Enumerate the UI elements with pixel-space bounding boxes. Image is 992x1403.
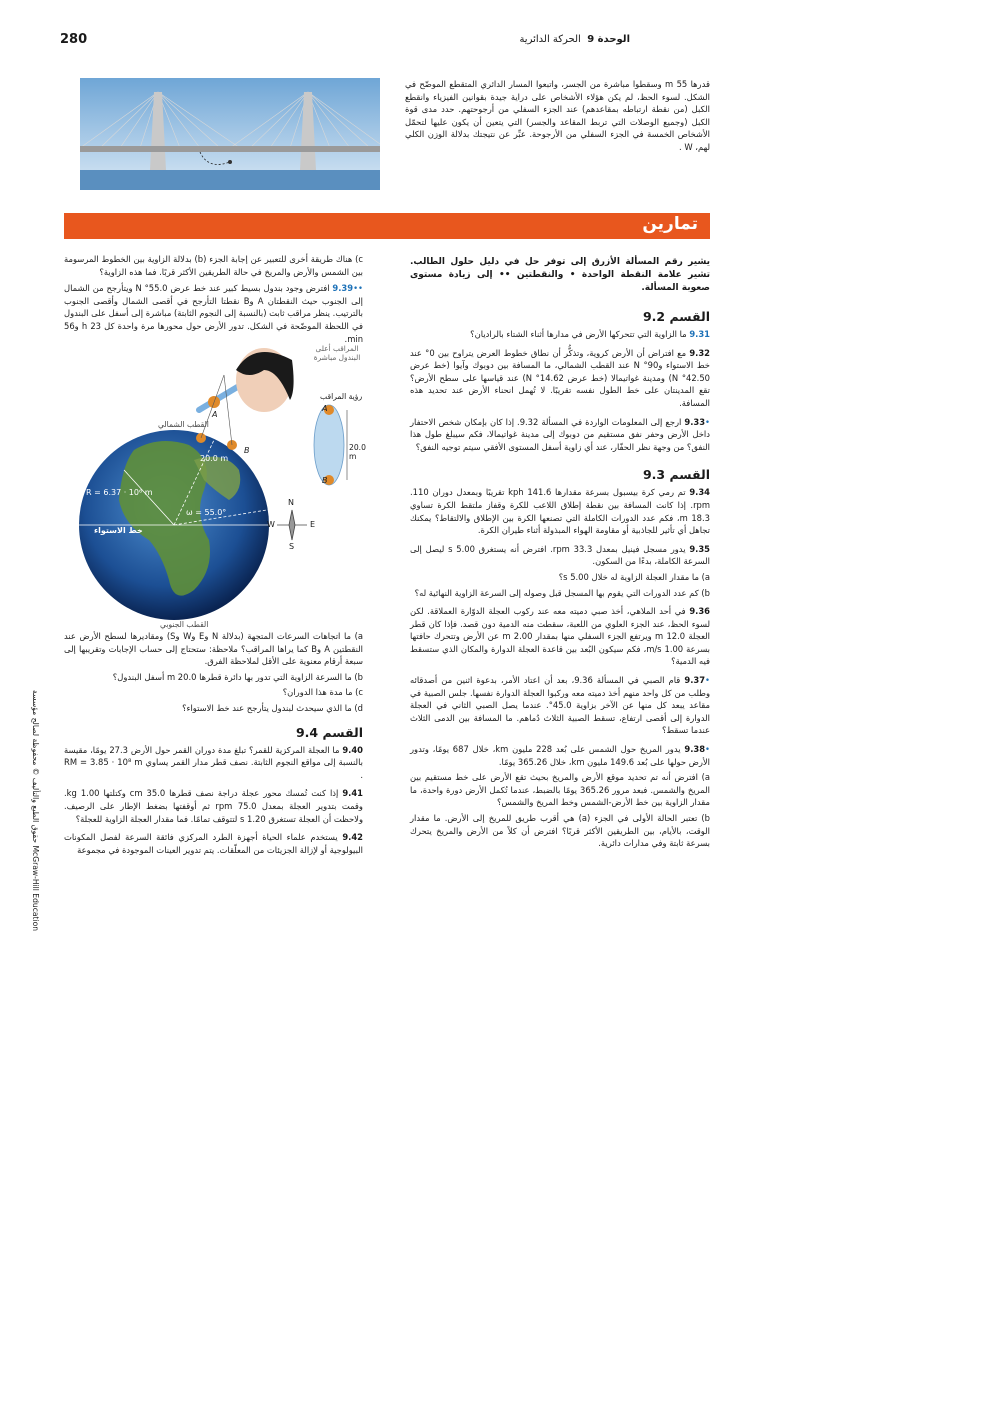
- problem-text: قام الصبي في المسألة 9.36، بعد أن اعتاد الأمر، بدعوة اثنين من أصدقائه وطلب من كل واحد منهم أخذ دميته معه وركبوا العجلة الدوارة نفسها. جلس الصبية في مقاعد يبعد كل منها عن الآخر بزاوية 45.0°. عندما يصل الصبي الثاني في العجلة الدوارة إلى أقصى ارتفاع، تسقط الصبية الثلاث دُماهم. ما المسافة بين الدمى الثلاث عندما تسقط؟: [410, 675, 710, 736]
- problem-text: إذا كنت تُمسك محور عجلة دراجة نصف قطرها 35.0 cm وكتلتها 1.00 kg. وقمت بتدوير العجلة بمعدل 75.0 rpm ثم أوقفتها بضغط الإطار على الرصيف. ولاحظت أن العجلة تستغرق 1.20 s لتتوقف تمامًا. فما مقدار العجلة الزاوية للعجلة؟: [64, 788, 363, 824]
- unit-title: الحركة الدائرية: [519, 34, 581, 45]
- problem-9-35-a: a) ما مقدار العجلة الزاوية له خلال 5.00 s؟: [558, 571, 710, 582]
- observer-view-diagram: [314, 405, 347, 485]
- left-column-bottom: [64, 630, 363, 856]
- observer-length-label: 20.0 m: [349, 443, 366, 461]
- intro-paragraph: قدرها 55 m وسقطوا مباشرة من الجسر، واتبعوا المسار الدائري المتقطع الموضّح في الشكل. لسوء الحظ، لم يكن هؤلاء الأشخاص على دراية جيدة بقوانين الفيزياء وانقطع الكبل (من نقطة ارتباطه بمقاعدهم) عند الجزء السفلي من أرجوحتهم. حدد مدى قوة الكبل (وجميع الوصلات التي تربط المقاعد والجسر) التي يتعين أن يكون عليها لتحمّل الأشخاص الخمسة في الجزء السفلي من الأرجوحة. عبِّر عن نتيجتك بدلالة الوزن الكلي لهم، W .: [405, 79, 710, 152]
- problem-text: ما الزاوية التي تتحركها الأرض في مدارها أثناء الشتاء بالراديان؟: [470, 329, 687, 339]
- problem-9-38-a: a) افترض أنه تم تحديد موقع الأرض والمريخ بحيث تقع الأرض على خط مستقيم بين المريخ والشمس. فبعد مرور 365.26 يومًا بالضبط، عندما تُكمل الأرض دورة واحدة، ما مقدار الزاوية بين خط الأرض-الشمس وخط المريخ والشمس؟: [410, 772, 710, 808]
- problem-number: 9.38: [684, 744, 706, 755]
- equator-label: خط الاستواء: [94, 526, 143, 535]
- unit-label: الوحدة 9: [587, 34, 630, 45]
- problem-text: في أحد الملاهي، أخذ صبي دميته معه عند ركوب العجلة الدوّارة العملاقة. لكن لسوء الحظ، عند الجزء العلوي من اللعبة، سقطت منه الدمية دون قصد. فإذا كان قطر العجلة 12.0 m ويرتفع الجزء السفلي منها بمقدار 2.00 m عن الأرض وتتحرك حافتها بسرعة 1.00 m/s، فكم سيكون البُعد بين قاعدة العجلة الدوارة والمكان الذي ستسقط فيه الدمية؟: [410, 606, 710, 667]
- unit-heading: [519, 34, 630, 45]
- problem-9-32: [410, 347, 710, 410]
- south-pole-label: القطب الجنوبي: [160, 620, 209, 629]
- view-a-label: A: [322, 404, 328, 413]
- problem-9-38-c: c) هناك طريقة أخرى للتعبير عن إجابة الجزء (b) بدلالة الزاوية بين الخطوط المرسومة بين الشمس والأرض والمريخ في حالة الطريقين الأكثر قربًا. فما هذه الزاوية؟: [64, 254, 364, 277]
- page-number: 280: [60, 32, 88, 47]
- problem-number: 9.37: [684, 675, 706, 686]
- problem-9-36: [410, 605, 710, 668]
- problem-number: 9.32: [689, 347, 710, 358]
- section-9-3-heading: القسم 9.3: [642, 467, 710, 483]
- problem-9-34: [410, 486, 710, 536]
- radius-label: R = 6.37 · 10⁶ m: [86, 488, 153, 497]
- section-9-2-heading: القسم 9.2: [642, 309, 710, 324]
- problem-number: 9.31: [689, 329, 710, 339]
- compass-w-label: W: [267, 520, 275, 529]
- section-9-4-heading: القسم 9.4: [295, 724, 363, 740]
- right-column: [410, 256, 710, 850]
- problem-9-37: •9.37 قام الصبي في المسألة 9.36، بعد أن اعتاد الأمر، بدعوة اثنين من أصدقائه وطلب من كل واحد منهم أخذ دميته معه وركبوا العجلة الدوارة نفسها. جلس الصبية في مقاعد يبعد كل منها عن الآخر بزاوية 45.0°. عندما يصل الصبي الثاني في العجلة الدوارة إلى أقصى ارتفاع، تسقط الصبية الثلاث دُماهم. ما المسافة بين الدمى الثلاث عندما تسقط؟: [410, 675, 710, 736]
- observer-label: المراقب أعلى البندول مباشرة: [313, 344, 361, 362]
- problem-text: ما العجلة المركزية للقمر؟ تبلغ مدة دوران القمر حول الأرض 27.3 يومًا، مقيسة بالنسبة إلى مواقع النجوم الثابتة. نصف قطر مدار القمر يساوي RM = 3.85 · 10⁸ m .: [64, 744, 363, 780]
- view-b-label: B: [322, 476, 328, 485]
- problem-number: 9.41: [342, 788, 363, 799]
- instructions: يشير رقم المسألة الأزرق إلى توفر حل في دليل حلول الطالب. تشير علامة النقطة الواحدة • والنقطتين •• إلى زيادة مستوى صعوبة المسألة.: [410, 257, 710, 293]
- left-column-top: [64, 253, 363, 345]
- observer-view-label: رؤية المراقب: [320, 392, 363, 401]
- problem-9-39-b: b) ما السرعة الزاوية التي تدور بها دائرة قطرها 20.0 m أسفل البندول؟: [112, 671, 363, 682]
- problem-9-38: •9.38 يدور المريخ حول الشمس على بُعد 228 مليون km، خلال 687 يومًا، وتدور الأرض حولها على بُعد 149.6 مليون km، خلال 365.26 يومًا.: [410, 744, 710, 767]
- problem-9-33: •9.33 ارجع إلى المعلومات الواردة في المسألة 9.32. إذا كان بإمكان شخص الاحتفار داخل الأرض وحفر نفق مستقيم من دوبوك إلى مدينة غواتيمالا، فكم سيبلغ طول هذا النفق؟ من وجهة نظر الحفّار، عند أي زاوية أسفل المستوى الأفقي سيتم توجيه النفق؟: [410, 416, 710, 452]
- problem-9-35-b: b) كم عدد الدورات التي يقوم بها المسجل قبل وصوله إلى السرعة الزاوية النهائية له؟: [414, 587, 710, 598]
- problem-9-31: [410, 328, 710, 341]
- problem-9-39-c: c) ما مدة هذا الدوران؟: [282, 687, 363, 698]
- compass-e-label: E: [310, 520, 316, 529]
- north-pole-label: القطب الشمالي: [158, 420, 209, 429]
- problem-9-39-d: d) ما الذي سيحدث لبندول يتأرجح عند خط الاستواء؟: [182, 702, 363, 713]
- problem-text: تم رمي كرة بيسبول بسرعة مقدارها 141.6 kph تقريبًا وبمعدل دوران 110. rpm. إذا كانت المسافة بين نقطة إطلاق اللاعب للكرة وقفاز ملتقط الكرة تساوي 18.3 m، فكم عدد الدورات الكاملة التي تصنعها الكرة بين الإطلاق والالتقاط؟ يمكنك تجاهل أي تأثير للجاذبية أو مقاومة الهواء المبذولة أثناء طيران الكرة.: [410, 487, 710, 536]
- problem-text: يدور مسجل فينيل بمعدل 33.3 rpm. افترض أنه يستغرق 5.00 s ليصل إلى السرعة الكاملة، بدءًا من السكون.: [410, 543, 710, 567]
- problem-text: مع افتراض أن الأرض كروية، وتذكُّر أن نطاق خطوط العرض يتراوح بين 0° عند خط الاستواء و90° N عند القطب الشمالي، ما المسافة بين دوبوك وآيوا (خط عرض 42.50° N) ومدينة غواتيمالا (خط عرض 14.62° N) عند قياسها على سطح الأرض؟ تقع المدينتان على خط الطول نفسه تقريبًا. لا تُهمل انحناء الأرض عند تحديد هذه المسافة.: [410, 347, 710, 408]
- bridge-photo: [80, 78, 380, 190]
- problem-number: 9.36: [689, 606, 710, 617]
- pendulum-figure: [64, 340, 364, 630]
- problem-text: ارجع إلى المعلومات الواردة في المسألة 9.32. إذا كان بإمكان شخص الاحتفار داخل الأرض وحفر نفق مستقيم من دوبوك إلى مدينة غواتيمالا، فكم سيبلغ طول هذا النفق؟ من وجهة نظر الحفّار، عند أي زاوية أسفل المستوى الأفقي سيتم توجيه النفق؟: [410, 416, 710, 452]
- face-illustration: [236, 348, 294, 412]
- point-a-label: A: [212, 410, 218, 419]
- problem-9-40: [64, 744, 363, 782]
- angle-label: ω = 55.0°: [186, 508, 227, 517]
- problem-text: يستخدم علماء الحياة أجهزة الطرد المركزي فائقة السرعة لفصل المكونات البيولوجية أو لإزالة الجزيئات من المعلّقات. يتم تدوير العينات الموجودة في مجموعة: [64, 832, 363, 855]
- problem-9-38-b: b) تعتبر الحالة الأولى في الجزء (a) هي أقرب طريق للمريخ إلى الأرض. ما مقدار الوقت، بالأيام، بين الطريقين الأكثر قربًا؟ افترض أن كلاً من الأرض والمريخ يتحرك بسرعة ثابتة وفي مدارات دائرية.: [410, 813, 710, 849]
- point-b-label: B: [244, 446, 250, 455]
- problem-text: يدور المريخ حول الشمس على بُعد 228 مليون km، خلال 687 يومًا، وتدور الأرض حولها على بُعد 149.6 مليون km، خلال 365.26 يومًا.: [410, 744, 710, 767]
- problem-9-41: [64, 787, 363, 825]
- problem-9-42: [64, 831, 363, 856]
- exercises-banner: [64, 213, 710, 239]
- copyright-text: حقوق الطبع والتأليف © محفوظة لصالح مؤسسة McGraw-Hill Education: [31, 690, 40, 932]
- problem-text: افترض وجود بندول بسيط كبير عند خط عرض 55.0° N ويتأرجح من الشمال إلى الجنوب حيث النقطتان A وB نقطتا التأرجح في أقصى الشمال وأقصى الجنوب بالترتيب. ينظر مراقب ثابت (بالنسبة إلى النجوم الثابتة) مباشرة إلى أسفل على البندول في اللحظة الموضّحة في الشكل. تدور الأرض حول محورها مرة واحدة كل 23 h و56 min.: [64, 283, 364, 344]
- problem-number: 9.34: [689, 487, 711, 498]
- problem-number: 9.39: [332, 283, 354, 294]
- banner-title: تمارين: [642, 214, 698, 234]
- problem-number: 9.40: [342, 744, 363, 755]
- pendulum-length-label: 20.0 m: [200, 454, 229, 463]
- page-header: [60, 32, 710, 52]
- compass-rose: [277, 510, 307, 540]
- copyright-strip: [28, 690, 42, 932]
- problem-number: 9.35: [689, 543, 710, 554]
- compass-s-label: S: [289, 542, 295, 551]
- problem-number: 9.42: [342, 832, 363, 843]
- problem-9-39: ••9.39 افترض وجود بندول بسيط كبير عند خط عرض 55.0° N ويتأرجح من الشمال إلى الجنوب حيث النقطتان A وB نقطتا التأرجح في أقصى الشمال وأقصى الجنوب بالترتيب. ينظر مراقب ثابت (بالنسبة إلى النجوم الثابتة) مباشرة إلى أسفل على البندول في اللحظة الموضّحة في الشكل. تدور الأرض حول محورها مرة واحدة كل 23 h و56 min.: [64, 283, 364, 344]
- compass-n-label: N: [288, 498, 294, 507]
- problem-9-39-a: a) ما اتجاهات السرعات المتجهة (بدلالة N وE وW وS) ومقاديرها لسطح الأرض عند النقطتين A وB كما يراها المراقب؟ ملاحظة: ستحتاج إلى حساب الإجابات وتقريبها إلى سبعة أرقام معنوية على الأقل لملاحظة الفرق.: [64, 631, 363, 667]
- problem-9-35: [410, 543, 710, 568]
- problem-number: 9.33: [684, 416, 706, 427]
